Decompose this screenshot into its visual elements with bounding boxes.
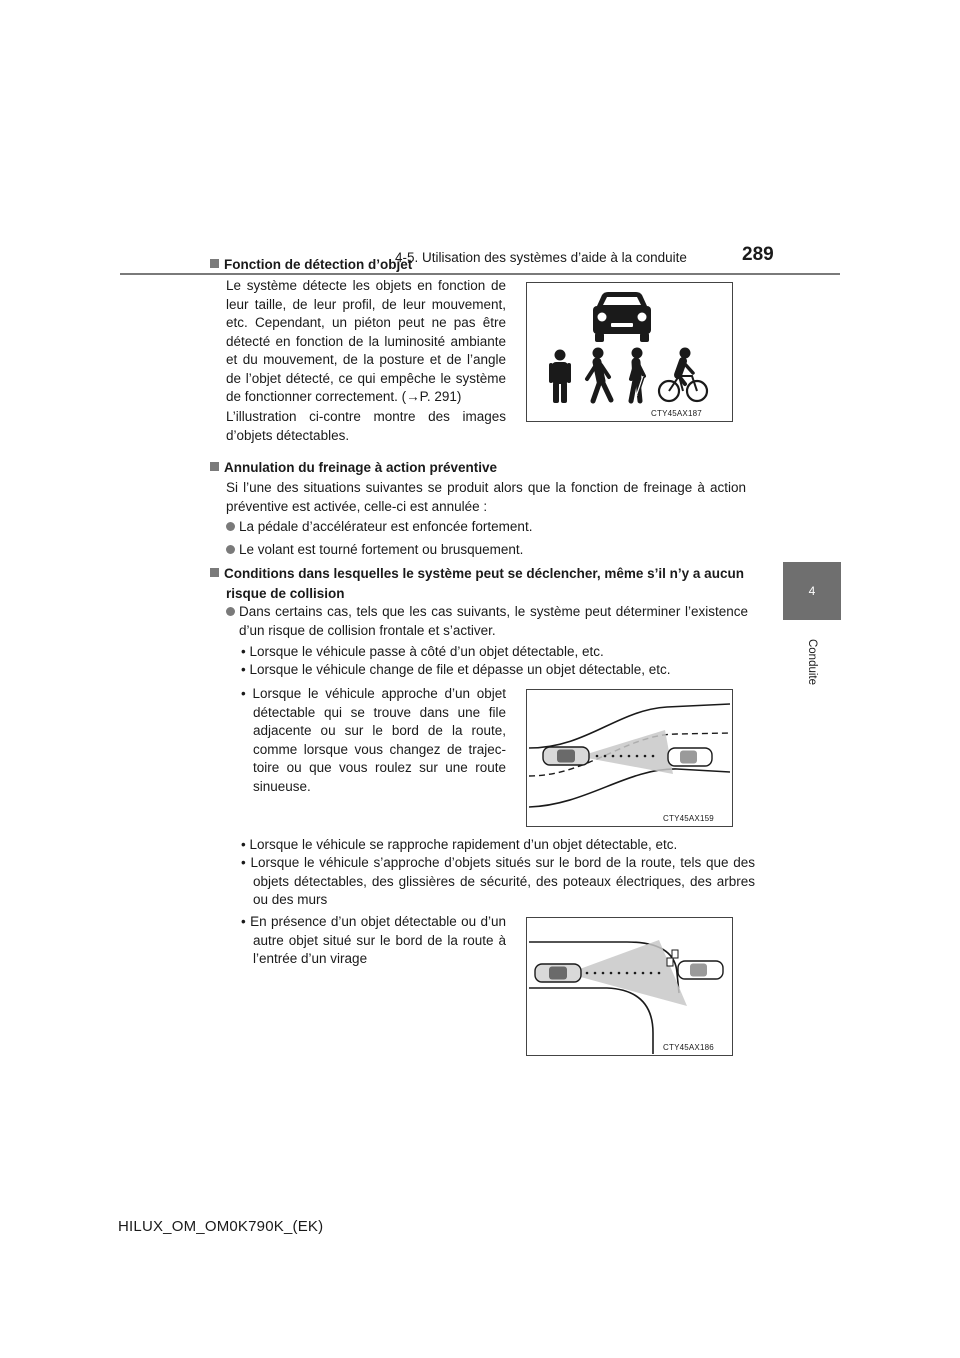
text-line: leur taille, de leur profil, de leur mouvement, bbox=[226, 296, 506, 312]
bullet-text: Le volant est tourné fortement ou brusquement. bbox=[239, 542, 524, 557]
chapter-number: 4 bbox=[808, 584, 816, 598]
detection-heading-text: Fonction de détection d’objet bbox=[224, 257, 413, 272]
lane-change-illustration bbox=[527, 690, 732, 826]
text-line: Si l’une des situations suivantes se produit alors que la fonction de freinage à action bbox=[226, 480, 746, 495]
bullet-dot-icon bbox=[226, 607, 235, 616]
text-line: l’entrée d’un virage bbox=[253, 951, 368, 966]
curve-entrance-illustration bbox=[527, 918, 732, 1055]
text-line: • En présence d’un objet détectable ou d’un bbox=[241, 914, 506, 929]
roadside-object-icon bbox=[667, 950, 678, 966]
conditions-heading-line2: risque de collision bbox=[226, 586, 345, 601]
text-line: toire ou que vous roulez sur une route bbox=[253, 760, 506, 775]
target-car-icon bbox=[668, 748, 712, 766]
detection-paragraph-1 bbox=[226, 277, 506, 407]
square-marker-icon bbox=[210, 259, 219, 268]
chapter-tab bbox=[783, 562, 841, 620]
cancel-bullet-2 bbox=[226, 541, 523, 560]
figure-code: CTY45AX159 bbox=[663, 814, 714, 823]
ego-car-icon bbox=[535, 964, 581, 982]
figure-code: CTY45AX187 bbox=[651, 409, 702, 418]
text-line: Le système détecte les objets en fonction de bbox=[226, 278, 506, 293]
text-line: d’objets détectables. bbox=[226, 427, 350, 443]
bullet-text: La pédale d’accélérateur est enfoncée fortement. bbox=[239, 519, 533, 534]
condition-item-6 bbox=[241, 913, 506, 969]
cancel-heading bbox=[210, 458, 497, 478]
detection-paragraph-2 bbox=[226, 408, 506, 445]
page-number: 289 bbox=[742, 244, 774, 265]
header-section-title: 4-5. Utilisation des systèmes d’aide à la conduite bbox=[395, 250, 687, 265]
figure-code: CTY45AX186 bbox=[663, 1043, 714, 1052]
text-line: adjacente ou sur le bord de la route, bbox=[253, 723, 506, 738]
conditions-bullet bbox=[226, 603, 748, 640]
text-line: et du mouvement, de la posture et de l’angle bbox=[226, 352, 506, 367]
text-line: objets détectables, des glissières de sécurité, des poteaux électriques, des arbres bbox=[253, 873, 755, 889]
conditions-heading-line1 bbox=[210, 564, 750, 584]
text-line: ou des murs bbox=[253, 892, 328, 907]
condition-item-5 bbox=[241, 854, 755, 910]
heading-text: Conditions dans lesquelles le système peut se déclencher, même s’il n’y a aucun bbox=[224, 566, 744, 581]
text-line: de fonctionner correctement. (→P. 291) bbox=[226, 389, 462, 404]
pedestrian-pushing-bike-icon bbox=[631, 348, 644, 402]
walking-pedestrian-icon bbox=[587, 348, 611, 402]
conditions-heading bbox=[210, 564, 750, 604]
text-line: préventive est activée, celle-ci est annulée : bbox=[226, 498, 488, 514]
cancel-bullet-1 bbox=[226, 518, 532, 537]
text-line: • Lorsque le véhicule approche d’un objet bbox=[241, 686, 506, 701]
condition-item-1: • Lorsque le véhicule passe à côté d’un objet détectable, etc. bbox=[241, 644, 604, 659]
cancel-heading-text: Annulation du freinage à action préventive bbox=[224, 460, 498, 475]
text-line: détecté en fonction de la luminosité ambiante bbox=[226, 333, 506, 349]
bullet-dot-icon bbox=[226, 545, 235, 554]
text-line bbox=[226, 603, 748, 622]
text-line: comme lorsque vous changez de trajec- bbox=[253, 741, 506, 757]
text-line: de l’objet détecté, ce qui empêche le système bbox=[226, 370, 506, 386]
detection-heading bbox=[210, 255, 412, 275]
square-marker-icon bbox=[210, 568, 219, 577]
text-line: sinueuse. bbox=[253, 778, 311, 794]
curve-entrance-figure bbox=[526, 917, 733, 1056]
bullet-dot-icon bbox=[226, 522, 235, 531]
detectable-objects-illustration bbox=[527, 283, 732, 421]
condition-item-2: • Lorsque le véhicule change de file et dépasse un objet détectable, etc. bbox=[241, 662, 671, 677]
chapter-label: Conduite bbox=[805, 638, 818, 686]
cancel-paragraph bbox=[226, 479, 746, 516]
chapter-label-container bbox=[783, 632, 841, 692]
text-line: etc. Cependant, un piéton peut ne pas être bbox=[226, 315, 506, 330]
text-line: L’illustration ci-contre montre des images bbox=[226, 409, 506, 424]
square-marker-icon bbox=[210, 462, 219, 471]
condition-item-4: • Lorsque le véhicule se rapproche rapidement d’un objet détectable, etc. bbox=[241, 837, 678, 852]
target-car-icon bbox=[678, 961, 723, 979]
ego-car-icon bbox=[543, 747, 589, 765]
standing-pedestrian-icon bbox=[549, 350, 571, 404]
text-line: d’un risque de collision frontale et s’activer. bbox=[239, 622, 496, 638]
text-line: autre objet situé sur le bord de la route à bbox=[253, 932, 506, 948]
document-code: HILUX_OM_OM0K790K_(EK) bbox=[118, 1218, 324, 1235]
detectable-objects-figure bbox=[526, 282, 733, 422]
condition-item-3 bbox=[241, 685, 506, 796]
lane-change-figure bbox=[526, 689, 733, 827]
text-line: • Lorsque le véhicule s’approche d’objets situés sur le bord de la route, tels que des bbox=[241, 855, 755, 870]
cyclist-icon bbox=[659, 348, 707, 402]
bullet-text: Dans certains cas, tels que les cas suivants, le système peut déterminer l’existence bbox=[239, 604, 748, 619]
text-line: détectable qui se trouve dans une file bbox=[253, 704, 506, 720]
